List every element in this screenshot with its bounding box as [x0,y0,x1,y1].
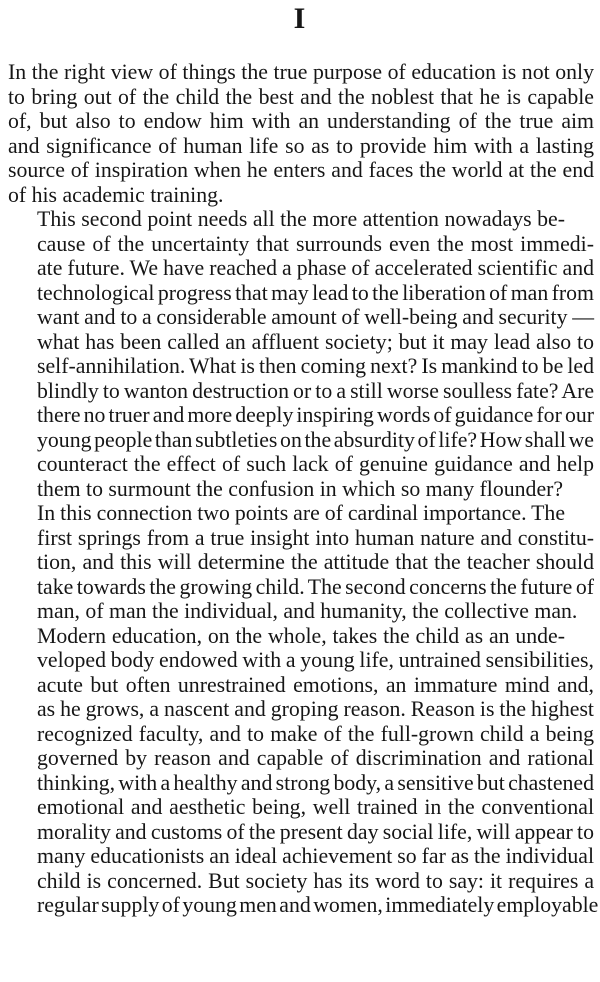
text-line: tion, and this will determine the attitude that the teacher should [37,550,594,574]
paragraph [8,207,594,501]
text-line: as he grows, a nascent and groping reason. Reason is the highest [37,697,594,721]
text-line: ate future. We have reached a phase of accelerated scientific and [37,256,594,280]
text-line: veloped body endowed with a young life, untrained sensibilities, [37,648,594,672]
text-line: of his academic training. [8,182,224,207]
text-line: emotional and aesthetic being, well trained in the conventional [37,795,594,819]
text-line: first springs from a true insight into human nature and constitu- [37,525,594,550]
text-line: young people than subtleties on the absurdity of life? How shall we [37,427,594,452]
text-line: many educationists an ideal achievement so far as the individual [37,844,594,868]
text-line: recognized faculty, and to make of the full-grown child a being [37,721,594,746]
text-line: cause of the uncertainty that surrounds even the most immedi- [37,231,594,256]
text-line: want and to a considerable amount of well-being and security — [37,305,594,329]
text-line: counteract the effect of such lack of genuine guidance and help [37,452,594,476]
text-line: take towards the growing child. The second concerns the future of [37,574,594,599]
paragraph [8,501,594,624]
paragraph [8,60,594,207]
text-line: of, but also to endow him with an understanding of the true aim [8,109,594,133]
text-line: source of inspiration when he enters and faces the world at the end [8,158,594,182]
text-line: self-annihilation. What is then coming next? Is mankind to be led [37,354,594,378]
text-line: In this connection two points are of cardinal importance. The [37,501,565,525]
text-line: what has been called an affluent society; but it may lead also to [37,329,594,354]
paragraph [8,623,599,918]
text-line: This second point needs all the more attention nowadays be- [37,207,565,231]
text-line: and significance of human life so as to provide him with a lasting [8,133,594,158]
text-line: technological progress that may lead to the liberation of man from [37,280,594,305]
text-line: thinking, with a healthy and strong body, a sensitive but chastened [37,770,594,795]
text-line: man, of man the individual, and humanity, the collective man. [37,599,578,623]
text-line: child is concerned. But society has its word to say: it requires a [37,868,594,893]
text-line: acute but often unrestrained emotions, an immature mind and, [37,672,594,697]
text-line: to bring out of the child the best and the noblest that he is capable [8,84,594,109]
text-line: them to surmount the confusion in which so many flounder? [37,476,564,501]
text-line: Modern education, on the whole, takes the child as an unde- [37,623,565,648]
chapter-heading: I [293,2,307,35]
body-text [8,60,599,918]
text-line: governed by reason and capable of discrimination and rational [37,746,594,770]
text-line: In the right view of things the true purpose of education is not only [8,60,594,84]
text-line: regular supply of young men and women, immediately employable [37,893,599,917]
text-line: there no truer and more deeply inspiring words of guidance for our [37,403,594,427]
text-line: morality and customs of the present day social life, will appear to [37,819,594,844]
text-line: blindly to wanton destruction or to a still worse soulless fate? Are [37,378,594,403]
